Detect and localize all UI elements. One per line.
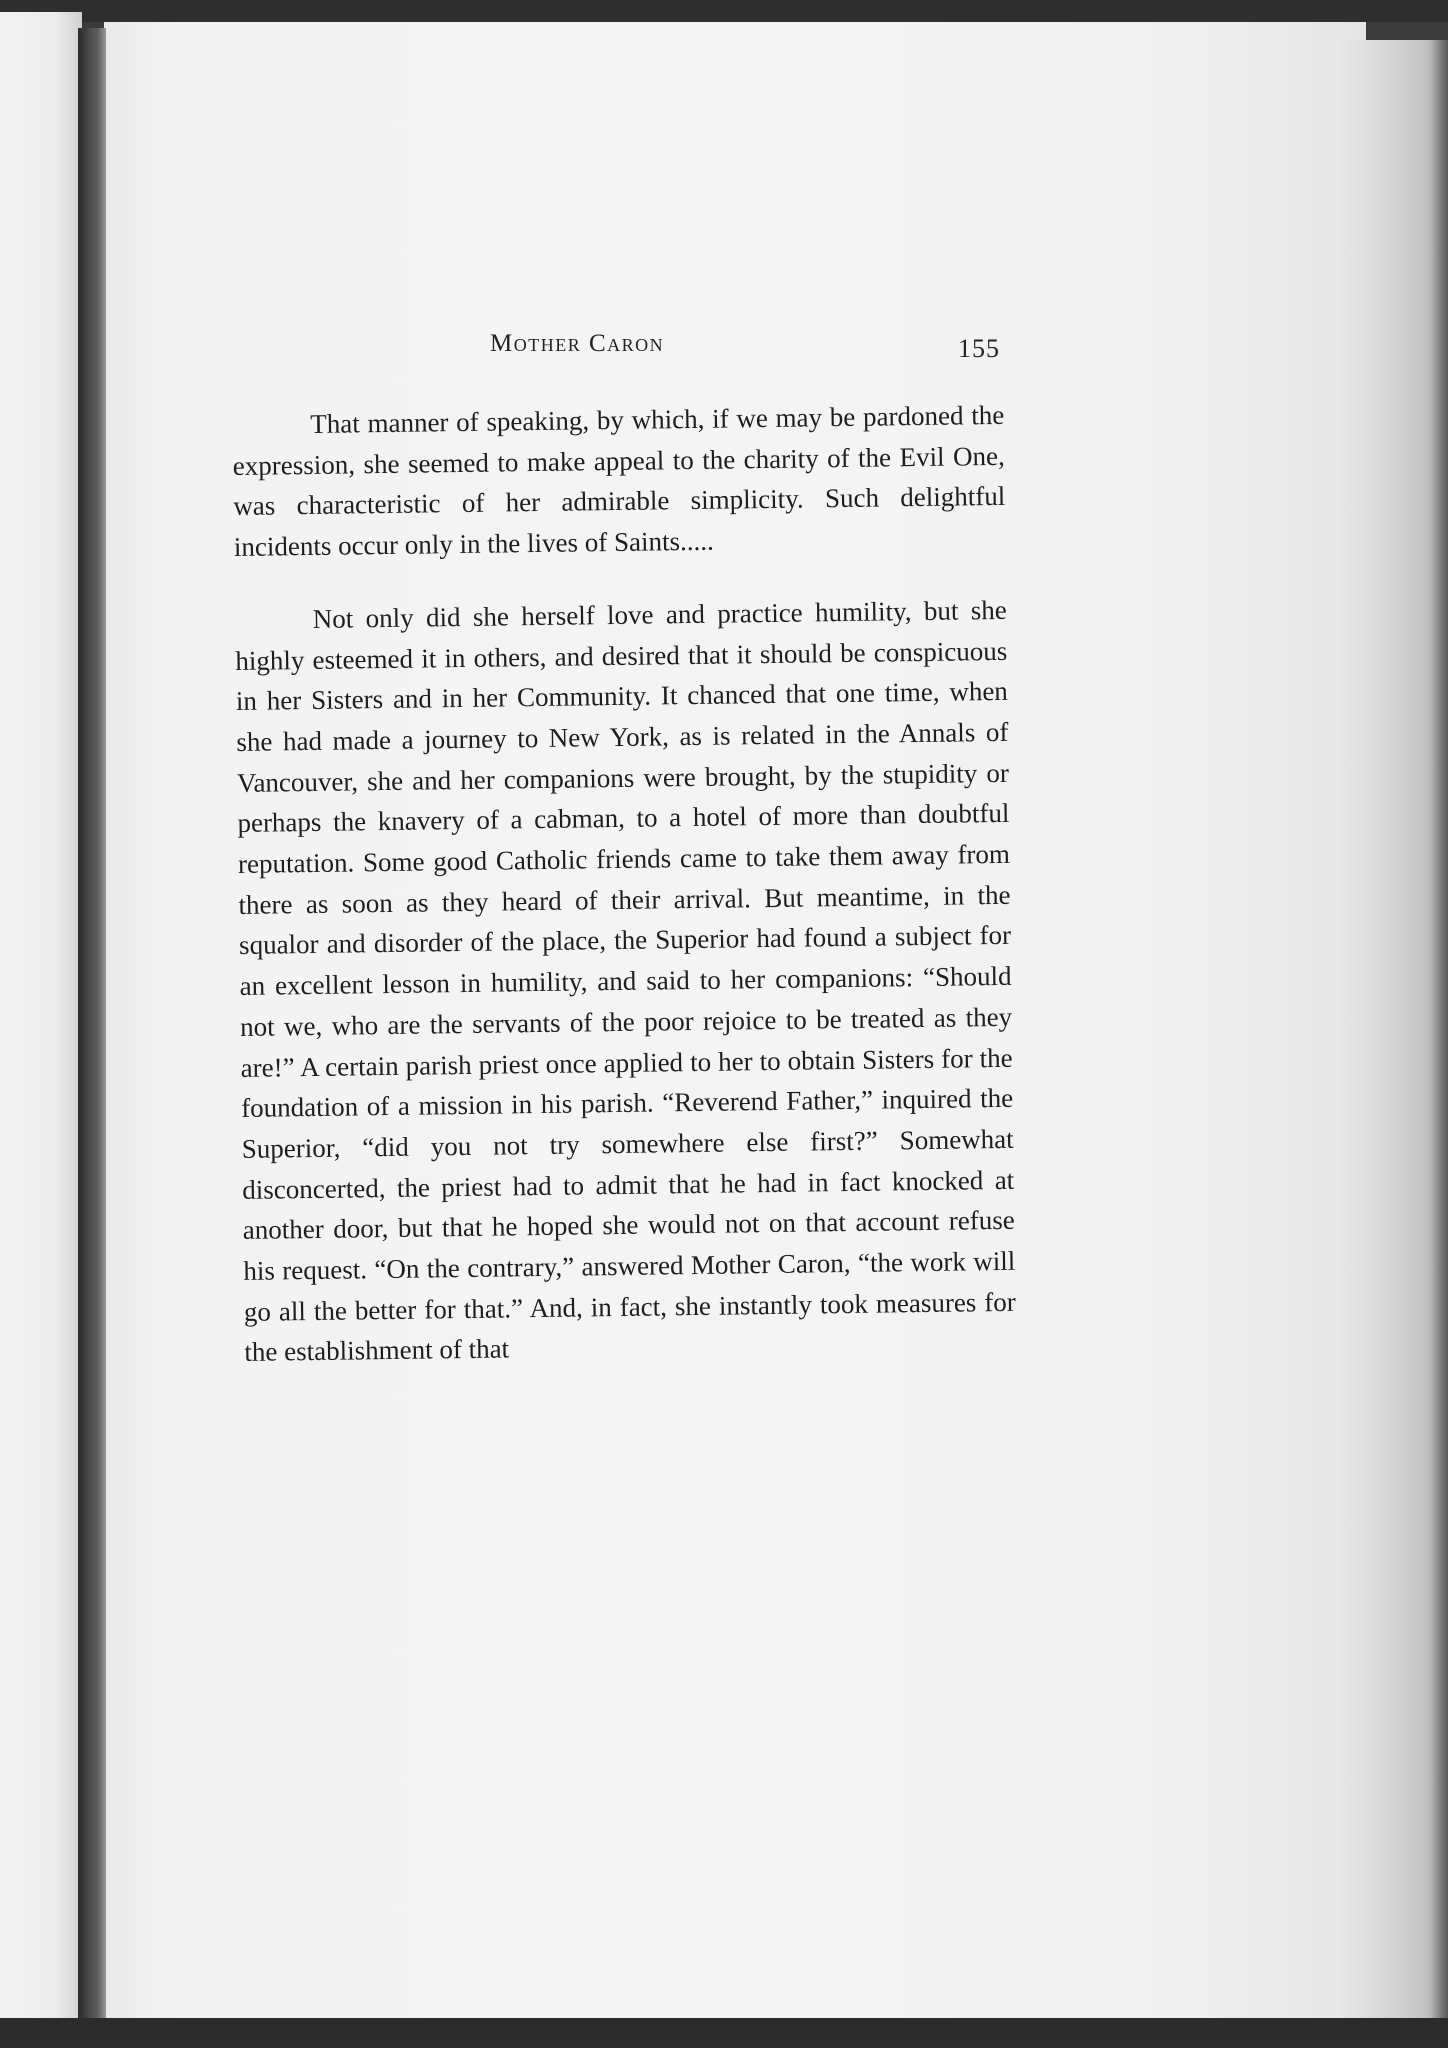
body-text xyxy=(232,395,1017,1373)
running-header xyxy=(240,330,1000,370)
facing-page-edge xyxy=(0,12,82,2024)
paragraph-1: That manner of speaking, by which, if we may be pardoned the expression, she seemed to make appeal to the charity of the Evil One, was characteristic of her admirable simplicity. Such delightful incidents occur only in the lives of Saints..... xyxy=(232,399,1006,563)
scan-border-top xyxy=(0,0,1448,22)
book-gutter xyxy=(78,28,106,2020)
page-number: 155 xyxy=(958,334,1000,363)
running-title: Mother Caron xyxy=(490,330,665,357)
scan-border-bottom xyxy=(0,2018,1448,2048)
page-edge-shadow xyxy=(1428,40,1448,2020)
paragraph-2: Not only did she herself love and practice humility, but she highly esteemed it in others, and desired that it should be conspicuous in her Sisters and in her Community. It chanced that one time, when she had made a journey to New York, as is related in the Annals of Vancouver, she and her companions were brought, by the stupidity or perhaps the knavery of a cabman, to a hotel of more than doubtful reputation. Some good Catholic friends came to take them away from there as soon as they heard of their arrival. But meantime, in the squalor and disorder of the place, the Superior had found a subject for an excellent lesson in humility, and said to her companions: “Should not we, who are the servants of the poor rejoice to be treated as they are!” A certain parish priest once applied to her to obtain Sisters for the foundation of a mission in his parish. “Reverend Father,” inquired the Superior, “did you not try somewhere else first?” Somewhat disconcerted, the priest had to admit that he had in fact knocked at another door, but that he hoped she would not on that account refuse his request. “On the contrary,” answered Mother Caron, “the work will go all the better for that.” And, in fact, she instantly took measures for the establishment of that xyxy=(235,594,1016,1368)
